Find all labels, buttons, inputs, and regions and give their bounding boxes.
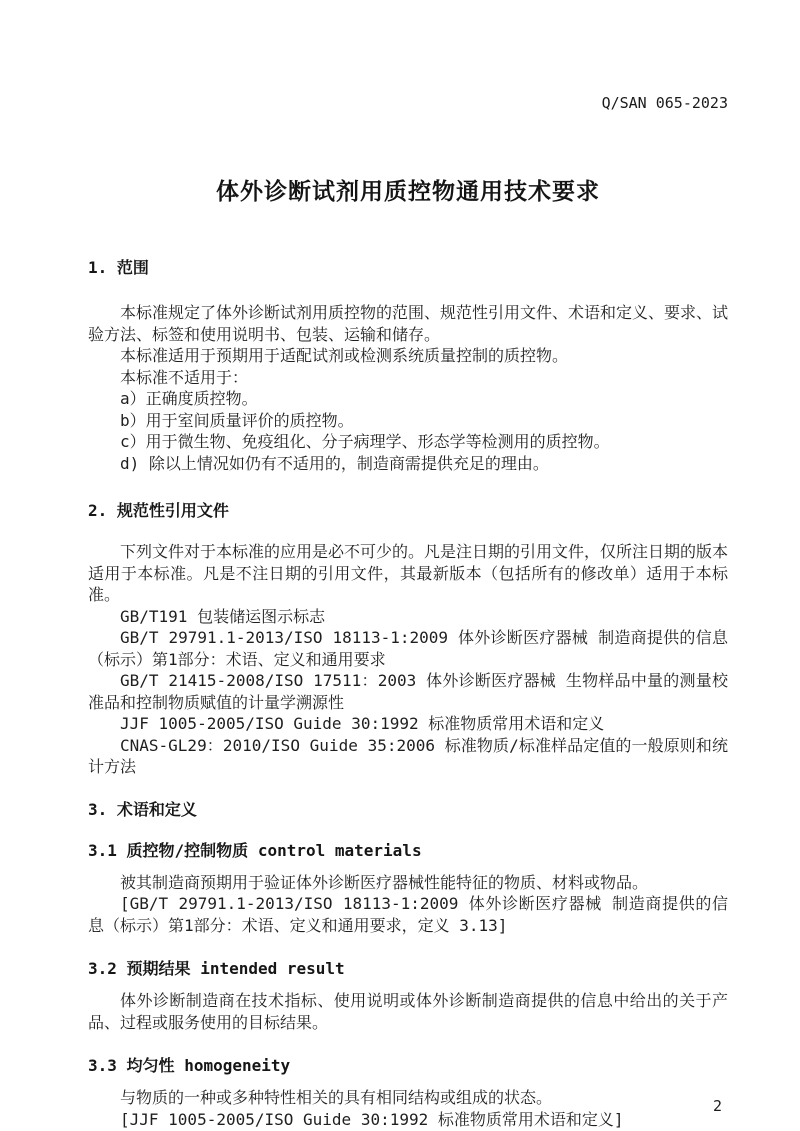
reference-item: CNAS-GL29：2010/ISO Guide 35:2006 标准物质/标准样品定值的一般原则和统计方法 — [88, 735, 728, 776]
term-3-1-definition: 被其制造商预期用于验证体外诊断医疗器械性能特征的物质、材料或物品。 — [120, 872, 649, 892]
term-3-1-heading-en: control materials — [257, 840, 422, 860]
section-1-paragraph: 本标准适用于预期用于适配试剂或检测系统质量控制的质控物。 — [120, 346, 569, 365]
term-3-3-heading-zh: 3.3 均匀性 — [88, 1056, 175, 1075]
term-3-2-heading — [88, 960, 728, 977]
term-3-2-heading-en: intended result — [200, 959, 345, 978]
term-3-1-heading — [88, 842, 728, 859]
section-2-paragraph: 下列文件对于本标准的应用是必不可少的。凡是注日期的引用文件，仅所注日期的版本适用于本标准。凡是不注日期的引用文件，其最新版本（包括所有的修改单）适用于本标准。 — [88, 542, 729, 604]
list-item-c: c）用于微生物、免疫组化、分子病理学、形态学等检测用的质控物。 — [120, 432, 610, 451]
section-1-paragraph: 本标准规定了体外诊断试剂用质控物的范围、规范性引用文件、术语和定义、要求、试验方法、标签和使用说明书、包装、运输和储存。 — [88, 303, 729, 344]
list-item-b: b）用于室间质量评价的质控物。 — [120, 410, 354, 430]
term-3-2-definition: 体外诊断制造商在技术指标、使用说明或体外诊断制造商提供的信息中给出的关于产品、过程或服务使用的目标结果。 — [88, 991, 728, 1032]
reference-item: GB/T191 包装储运图示标志 — [120, 606, 326, 626]
term-3-3-heading — [88, 1057, 728, 1074]
term-3-3-heading-en: homogeneity — [184, 1056, 291, 1075]
term-3-3-source: [JJF 1005-2005/ISO Guide 30:1992 标准物质常用术语和定义] — [120, 1109, 624, 1129]
reference-item: JJF 1005-2005/ISO Guide 30:1992 标准物质常用术语和定义 — [120, 714, 605, 733]
term-3-1-heading-zh: 3.1 质控物/控制物质 — [88, 840, 249, 860]
reference-item: GB/T 29791.1-2013/ISO 18113-1:2009 体外诊断医疗器械 制造商提供的信息（标示）第1部分：术语、定义和通用要求 — [88, 628, 728, 669]
reference-item: GB/T 21415-2008/ISO 17511：2003 体外诊断医疗器械 生物样品中量的测量校准品和控制物质赋值的计量学溯源性 — [88, 671, 728, 712]
term-3-1-source: [GB/T 29791.1-2013/ISO 18113-1:2009 体外诊断医疗器械 制造商提供的信息（标示）第1部分：术语、定义和通用要求，定义 3.13] — [88, 894, 728, 935]
term-3-3-definition: 与物质的一种或多种特性相关的具有相同结构或组成的状态。 — [120, 1088, 553, 1107]
section-3-heading: 3. 术语和定义 — [88, 799, 197, 819]
section-1-heading: 1. 范围 — [88, 258, 149, 277]
document-title: 体外诊断试剂用质控物通用技术要求 — [216, 179, 600, 205]
page-number: 2 — [712, 1097, 722, 1115]
doc-number: Q/SAN 065-2023 — [601, 94, 728, 112]
section-1-paragraph: 本标准不适用于： — [120, 367, 249, 387]
page-content — [0, 95, 800, 1130]
list-item-a: a）正确度质控物。 — [120, 389, 258, 408]
section-2-heading: 2. 规范性引用文件 — [88, 501, 229, 520]
list-item-d: d) 除以上情况如仍有不适用的，制造商需提供充足的理由。 — [120, 453, 549, 473]
term-3-2-heading-zh: 3.2 预期结果 — [88, 959, 191, 978]
